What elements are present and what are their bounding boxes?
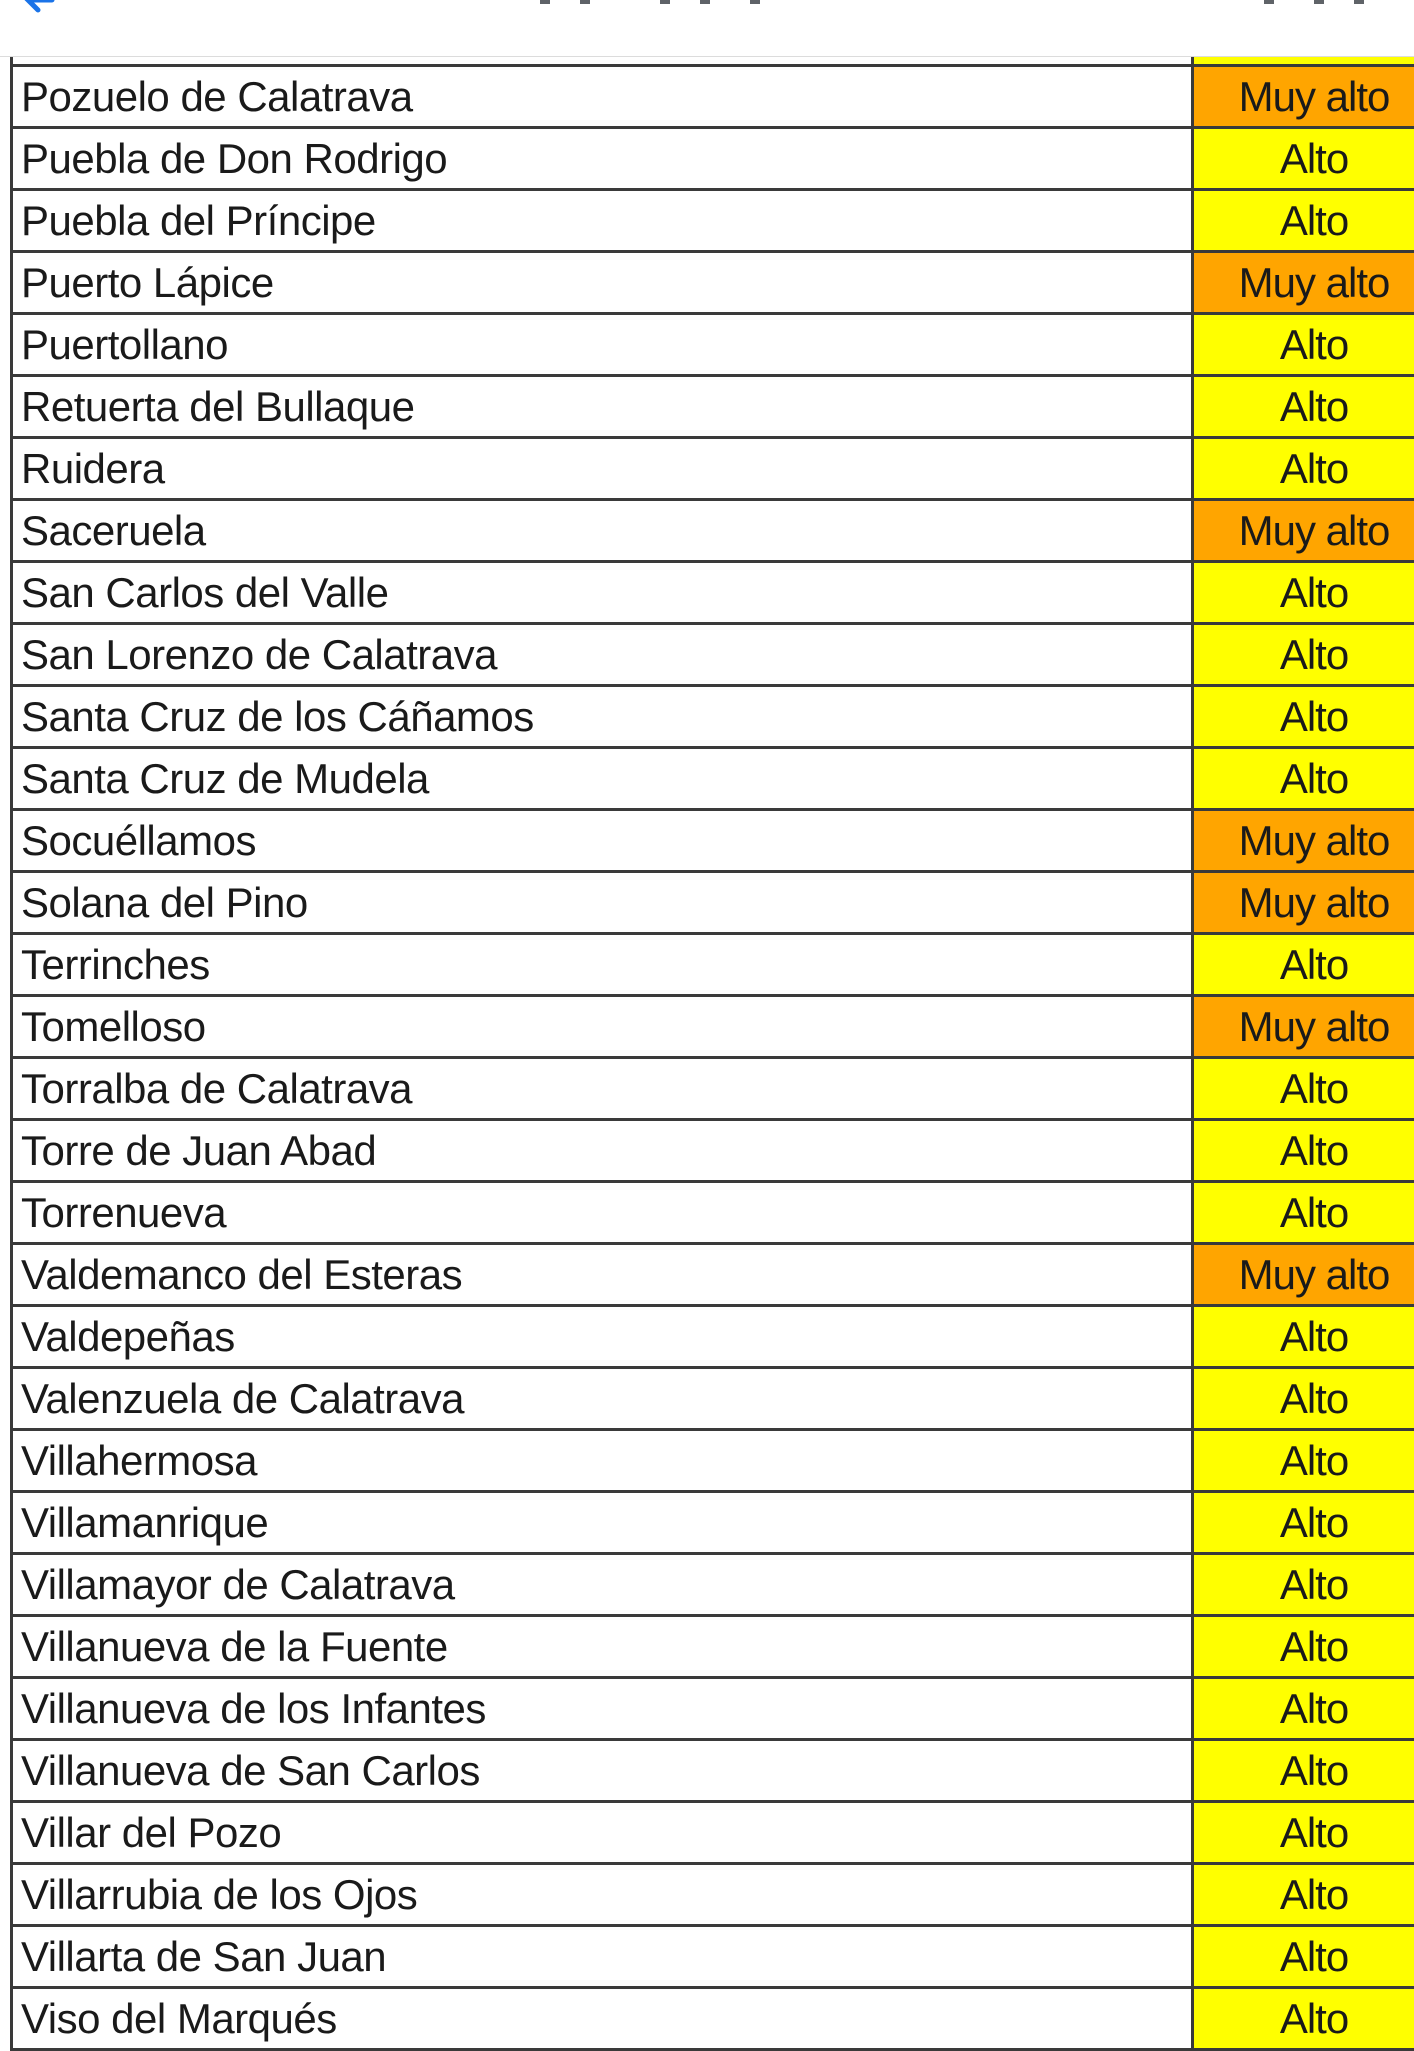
municipality-risk-table (10, 2, 1414, 2000)
table-row (12, 1306, 1414, 1368)
municipality-name: Viso del Marqués (12, 1988, 1193, 2050)
risk-level-cell: Alto (1193, 438, 1414, 500)
table-row (12, 376, 1414, 438)
risk-level-cell: Alto (1193, 748, 1414, 810)
municipality-name: Saceruela (12, 500, 1193, 562)
table-row (12, 1678, 1414, 1740)
municipality-name: San Carlos del Valle (12, 562, 1193, 624)
municipality-name: Villahermosa (12, 1430, 1193, 1492)
municipality-name: Torralba de Calatrava (12, 1058, 1193, 1120)
table-body (12, 4, 1414, 2050)
municipality-name: Socuéllamos (12, 810, 1193, 872)
table-row (12, 1802, 1414, 1864)
table-row (12, 1244, 1414, 1306)
table-row (12, 1430, 1414, 1492)
table-row (12, 1740, 1414, 1802)
table-row (12, 1988, 1414, 2050)
risk-level-cell: Alto (1193, 562, 1414, 624)
table-row (12, 1554, 1414, 1616)
risk-level-cell: Alto (1193, 1492, 1414, 1554)
municipality-name: Ruidera (12, 438, 1193, 500)
risk-level-cell: Alto (1193, 1058, 1414, 1120)
risk-level-cell: Alto (1193, 1368, 1414, 1430)
risk-level-cell: Muy alto (1193, 252, 1414, 314)
risk-level-cell: Muy alto (1193, 996, 1414, 1058)
risk-level-cell: Alto (1193, 1306, 1414, 1368)
table-row (12, 1058, 1414, 1120)
table-row (12, 1368, 1414, 1430)
municipality-name: Santa Cruz de los Cáñamos (12, 686, 1193, 748)
municipality-name: Santa Cruz de Mudela (12, 748, 1193, 810)
municipality-name: Puerto Lápice (12, 252, 1193, 314)
risk-level-cell: Alto (1193, 376, 1414, 438)
table-row (12, 252, 1414, 314)
risk-level-cell: Alto (1193, 686, 1414, 748)
app-top-bar (0, 0, 1414, 57)
municipality-name: Valdemanco del Esteras (12, 1244, 1193, 1306)
table-row (12, 562, 1414, 624)
table-row (12, 934, 1414, 996)
risk-level-cell: Alto (1193, 934, 1414, 996)
municipality-name: Villanueva de San Carlos (12, 1740, 1193, 1802)
risk-level-cell: Alto (1193, 1988, 1414, 2050)
municipality-name: Valenzuela de Calatrava (12, 1368, 1193, 1430)
table-row (12, 1926, 1414, 1988)
table-row (12, 1864, 1414, 1926)
municipality-name: Terrinches (12, 934, 1193, 996)
truncated-title (540, 0, 840, 8)
table-row (12, 314, 1414, 376)
table-row (12, 128, 1414, 190)
table-row (12, 1492, 1414, 1554)
municipality-name: Villarrubia de los Ojos (12, 1864, 1193, 1926)
municipality-name: Valdepeñas (12, 1306, 1193, 1368)
risk-level-cell: Muy alto (1193, 1244, 1414, 1306)
risk-level-cell: Alto (1193, 190, 1414, 252)
table-row (12, 624, 1414, 686)
table-row (12, 500, 1414, 562)
municipality-name: Villarta de San Juan (12, 1926, 1193, 1988)
risk-level-cell: Alto (1193, 1740, 1414, 1802)
table-row (12, 748, 1414, 810)
risk-table (10, 2, 1414, 2051)
risk-level-cell: Alto (1193, 1120, 1414, 1182)
municipality-name: Torrenueva (12, 1182, 1193, 1244)
municipality-name: Tomelloso (12, 996, 1193, 1058)
risk-level-cell: Muy alto (1193, 872, 1414, 934)
municipality-name: Villanueva de la Fuente (12, 1616, 1193, 1678)
table-row (12, 1616, 1414, 1678)
municipality-name: Solana del Pino (12, 872, 1193, 934)
truncated-actions (1254, 0, 1374, 8)
risk-level-cell: Muy alto (1193, 810, 1414, 872)
back-arrow-icon[interactable] (22, 0, 58, 10)
risk-level-cell: Alto (1193, 1678, 1414, 1740)
municipality-name: Puertollano (12, 314, 1193, 376)
table-row (12, 872, 1414, 934)
municipality-name: Villamayor de Calatrava (12, 1554, 1193, 1616)
table-row (12, 996, 1414, 1058)
municipality-name: Puebla de Don Rodrigo (12, 128, 1193, 190)
table-row (12, 438, 1414, 500)
risk-level-cell: Alto (1193, 1430, 1414, 1492)
municipality-name: Villar del Pozo (12, 1802, 1193, 1864)
table-row (12, 1182, 1414, 1244)
risk-level-cell: Alto (1193, 314, 1414, 376)
risk-level-cell: Alto (1193, 624, 1414, 686)
municipality-name: Pozuelo de Calatrava (12, 66, 1193, 128)
risk-level-cell: Muy alto (1193, 500, 1414, 562)
risk-level-cell: Alto (1193, 128, 1414, 190)
municipality-name: Torre de Juan Abad (12, 1120, 1193, 1182)
municipality-name: Puebla del Príncipe (12, 190, 1193, 252)
risk-level-cell: Alto (1193, 1802, 1414, 1864)
municipality-name: Retuerta del Bullaque (12, 376, 1193, 438)
municipality-name: Villamanrique (12, 1492, 1193, 1554)
risk-level-cell: Muy alto (1193, 66, 1414, 128)
municipality-name: Villanueva de los Infantes (12, 1678, 1193, 1740)
risk-level-cell: Alto (1193, 1554, 1414, 1616)
table-row (12, 1120, 1414, 1182)
table-row (12, 810, 1414, 872)
risk-level-cell: Alto (1193, 1926, 1414, 1988)
table-row (12, 686, 1414, 748)
table-row (12, 66, 1414, 128)
risk-level-cell: Alto (1193, 1616, 1414, 1678)
table-row (12, 190, 1414, 252)
municipality-name: San Lorenzo de Calatrava (12, 624, 1193, 686)
risk-level-cell: Alto (1193, 1182, 1414, 1244)
risk-level-cell: Alto (1193, 1864, 1414, 1926)
